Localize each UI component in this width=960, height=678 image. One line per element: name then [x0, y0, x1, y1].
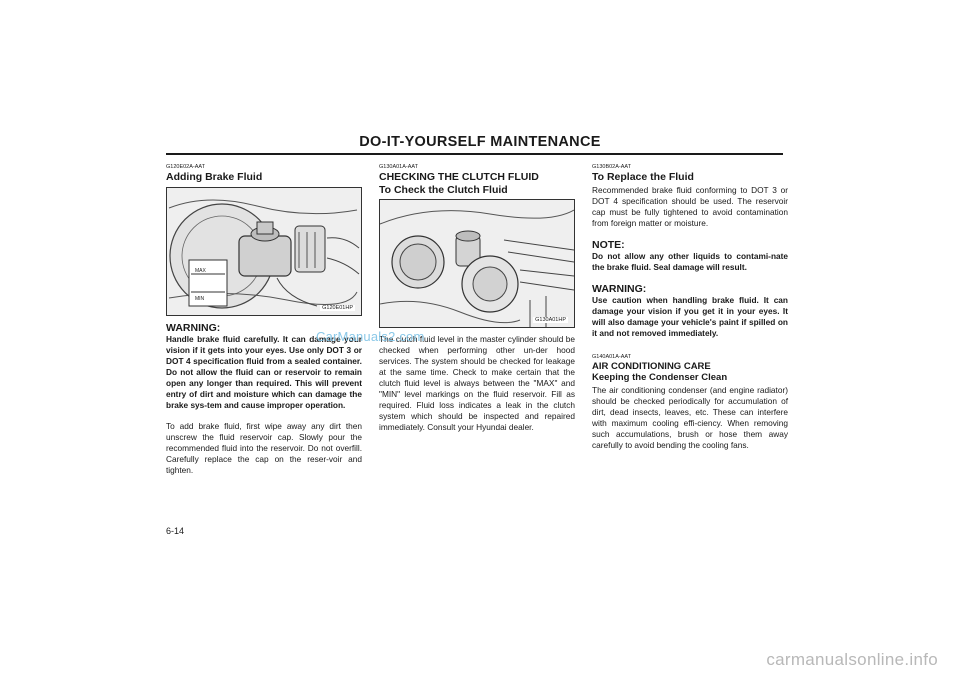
- note-title: NOTE:: [592, 238, 625, 251]
- page-header-title: DO-IT-YOURSELF MAINTENANCE: [359, 134, 601, 150]
- column-clutch-fluid: [379, 163, 575, 433]
- warning-text: Use caution when handling brake fluid. It can damage your vision if you get it in your eyes. It will also damage your vehicle's paint if spilled on it and not removed immediately.: [592, 294, 788, 338]
- body-text: To add brake fluid, first wipe away any dirt then unscrew the fluid reservoir cap. Slowly pour the recommended fluid into the reservoir. Do not overfill. Carefully replace the cap on the reser-voir and tighten.: [166, 420, 362, 475]
- body-text: Recommended brake fluid conforming to DOT 3 or DOT 4 specification should be used. The reservoir cap must be fully tightened to avoid contamination from foreign matter or moisture.: [592, 184, 788, 228]
- section-subheading: To Check the Clutch Fluid: [379, 183, 508, 196]
- warning-title: WARNING:: [166, 321, 221, 334]
- body-text: The clutch fluid level in the master cylinder should be checked when performing other un-der hood services. The system should be checked for leakage at the same time. Check to make certain that the clutch fluid level is always between the "MAX" and "MIN" level markings on the fluid reservoir. Fill as required. Fluid loss indicates a leak in the clutch system which should be inspected and repaired immediately. Consult your Hyundai dealer.: [379, 334, 575, 432]
- min-marking: MIN: [195, 295, 205, 302]
- section-code: G130B02A-AAT: [592, 164, 632, 170]
- clutch-reservoir-figure: [379, 199, 575, 328]
- clutch-reservoir-illustration: [380, 200, 574, 327]
- brake-reservoir-figure: [166, 187, 362, 316]
- note-text: Do not allow any other liquids to contami-nate the brake fluid. Seal damage will result.: [592, 250, 788, 272]
- column-replace-fluid: [592, 163, 788, 451]
- section-code: G120E02A-AAT: [166, 164, 206, 170]
- figure-code: G130A01HP: [535, 317, 566, 323]
- section-heading: To Replace the Fluid: [592, 171, 694, 183]
- watermark-text: CarManuals2.com: [316, 329, 425, 344]
- body-text: The air conditioning condenser (and engine radiator) should be checked periodically for accumulation of dirt, dead insects, leaves, etc. These can interfere with maximum cooling effi-ciency. When removing such accumulations, brush or hose them away carefully to avoid bending the cooling fans.: [592, 384, 788, 450]
- page-number: 6-14: [166, 526, 185, 536]
- warning-title: WARNING:: [592, 282, 647, 295]
- brake-reservoir-illustration: [167, 188, 361, 315]
- column-adding-brake-fluid: [166, 163, 362, 476]
- section-code: G130A01A-AAT: [379, 164, 419, 170]
- section-subheading: Keeping the Condenser Clean: [592, 372, 728, 383]
- section-heading: Adding Brake Fluid: [166, 171, 263, 183]
- section-code: G140A01A-AAT: [592, 353, 632, 360]
- figure-code: G120E01HP: [322, 304, 353, 311]
- warning-text: Handle brake fluid carefully. It can damage your vision if it gets into your eyes. Use only DOT 3 or DOT 4 specification fluid from a sealed container. Do not allow the fluid can or reservoir to remain open any longer than required. This will prevent entry of dirt and moisture which can damage the brake sys-tem and cause improper operation.: [166, 333, 362, 410]
- footer-watermark: carmanualsonline.info: [766, 650, 938, 669]
- section-heading: CHECKING THE CLUTCH FLUID: [379, 171, 539, 183]
- max-marking: MAX: [195, 267, 206, 274]
- section-heading: AIR CONDITIONING CARE: [592, 360, 711, 372]
- header-rule: [166, 153, 783, 155]
